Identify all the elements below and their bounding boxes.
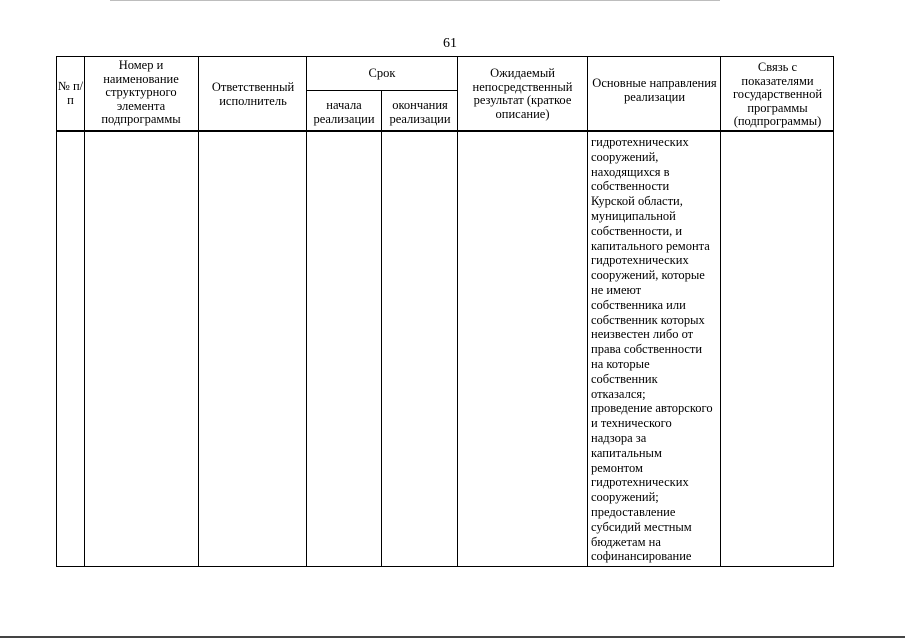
table-col-divider — [381, 90, 382, 566]
scan-top-edge — [110, 0, 720, 1]
table-col-divider — [587, 56, 588, 566]
page-number: 61 — [443, 36, 457, 51]
table-border-bottom — [56, 566, 834, 567]
directions-cell: гидротехнических сооружений, находящихся в собственности Курской области, муниципальной собственности, и капитального ремонта гидротехнических сооружений, которые не имеют собственника или собственник которых неизвестен либо от права собственности на которые собственник отказался; проведение авторского и технического надзора за капитальным ремонтом гидротехнических сооружений; предоставление субсидий местным бюджетам на софинансирование — [591, 135, 713, 564]
header-name: Номер и наименование структурного элемента подпрограммы — [101, 58, 181, 126]
scan-bottom-edge — [0, 636, 905, 638]
table-border-left — [56, 56, 57, 566]
header-num: № п/п — [57, 79, 84, 107]
table-border-top — [56, 56, 834, 57]
header-link: Связь с показателями государственной программы (подпрограммы) — [732, 60, 823, 128]
header-term: Срок — [368, 66, 396, 80]
header-expected-result: Ожидаемый непосредственный результат (краткое описание) — [472, 66, 573, 121]
header-directions: Основные направления реализации — [592, 76, 717, 104]
table-col-divider — [306, 56, 307, 566]
header-executor: Ответственный исполнитель — [211, 80, 295, 108]
header-bottom-border — [56, 130, 834, 132]
table-border-right — [833, 56, 834, 566]
table-col-divider — [198, 56, 199, 566]
term-subheader-divider — [306, 90, 457, 91]
table-col-divider — [84, 56, 85, 566]
header-term-end: окончания реализации — [389, 98, 451, 126]
header-term-start: начала реализации — [313, 98, 375, 126]
table-col-divider — [457, 56, 458, 566]
